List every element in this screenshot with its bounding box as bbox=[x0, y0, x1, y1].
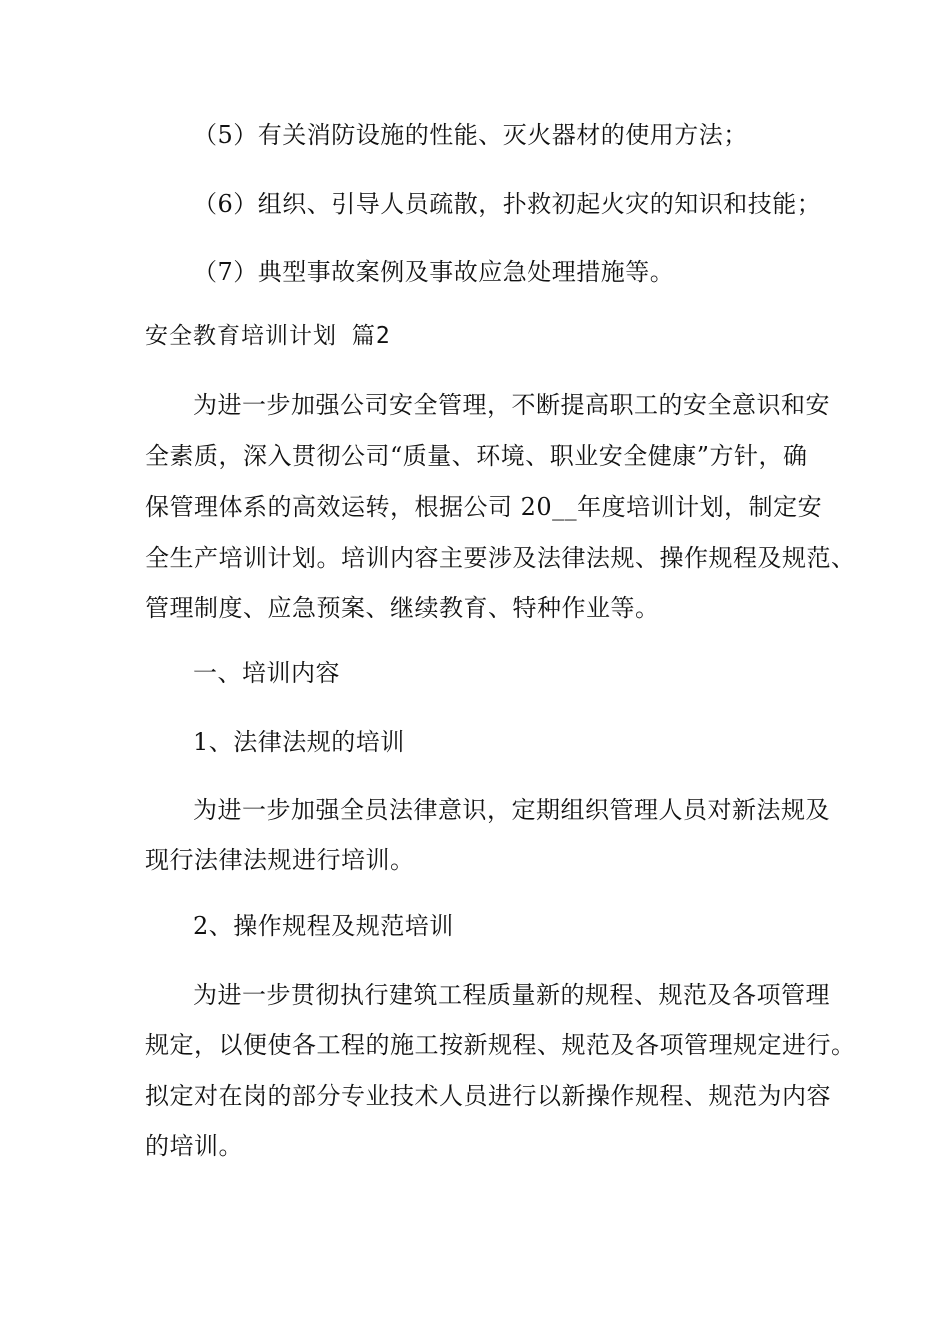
list-item-5: （5）有关消防设施的性能、灭火器材的使用方法； bbox=[193, 121, 748, 149]
subsection-title: 一、培训内容 bbox=[193, 659, 340, 687]
item2-paragraph-line: 拟定对在岗的部分专业技术人员进行以新操作规程、规范为内容 bbox=[145, 1082, 831, 1110]
intro-paragraph-line: 管理制度、应急预案、继续教育、特种作业等。 bbox=[145, 594, 660, 622]
item1-title: 1、法律法规的培训 bbox=[193, 728, 405, 756]
item1-paragraph-line: 现行法律法规进行培训。 bbox=[145, 846, 415, 874]
item2-title: 2、操作规程及规范培训 bbox=[193, 912, 454, 940]
item1-paragraph-line: 为进一步加强全员法律意识，定期组织管理人员对新法规及 bbox=[193, 796, 830, 824]
item2-paragraph-line: 规定，以便使各工程的施工按新规程、规范及各项管理规定进行。 bbox=[145, 1031, 856, 1059]
item2-paragraph-line: 为进一步贯彻执行建筑工程质量新的规程、规范及各项管理 bbox=[193, 981, 830, 1009]
intro-paragraph-line: 为进一步加强公司安全管理，不断提高职工的安全意识和安 bbox=[193, 391, 830, 419]
list-item-6: （6）组织、引导人员疏散，扑救初起火灾的知识和技能； bbox=[193, 190, 822, 218]
section-heading: 安全教育培训计划 篇2 bbox=[145, 323, 391, 349]
list-item-7: （7）典型事故案例及事故应急处理措施等。 bbox=[193, 258, 675, 286]
item2-paragraph-line: 的培训。 bbox=[145, 1132, 243, 1160]
intro-paragraph-line: 全素质，深入贯彻公司“质量、环境、职业安全健康”方针，确 bbox=[145, 442, 808, 470]
intro-paragraph-line: 保管理体系的高效运转，根据公司 20__年度培训计划，制定安 bbox=[145, 493, 823, 521]
intro-paragraph-line: 全生产培训计划。培训内容主要涉及法律法规、操作规程及规范、 bbox=[145, 544, 856, 572]
